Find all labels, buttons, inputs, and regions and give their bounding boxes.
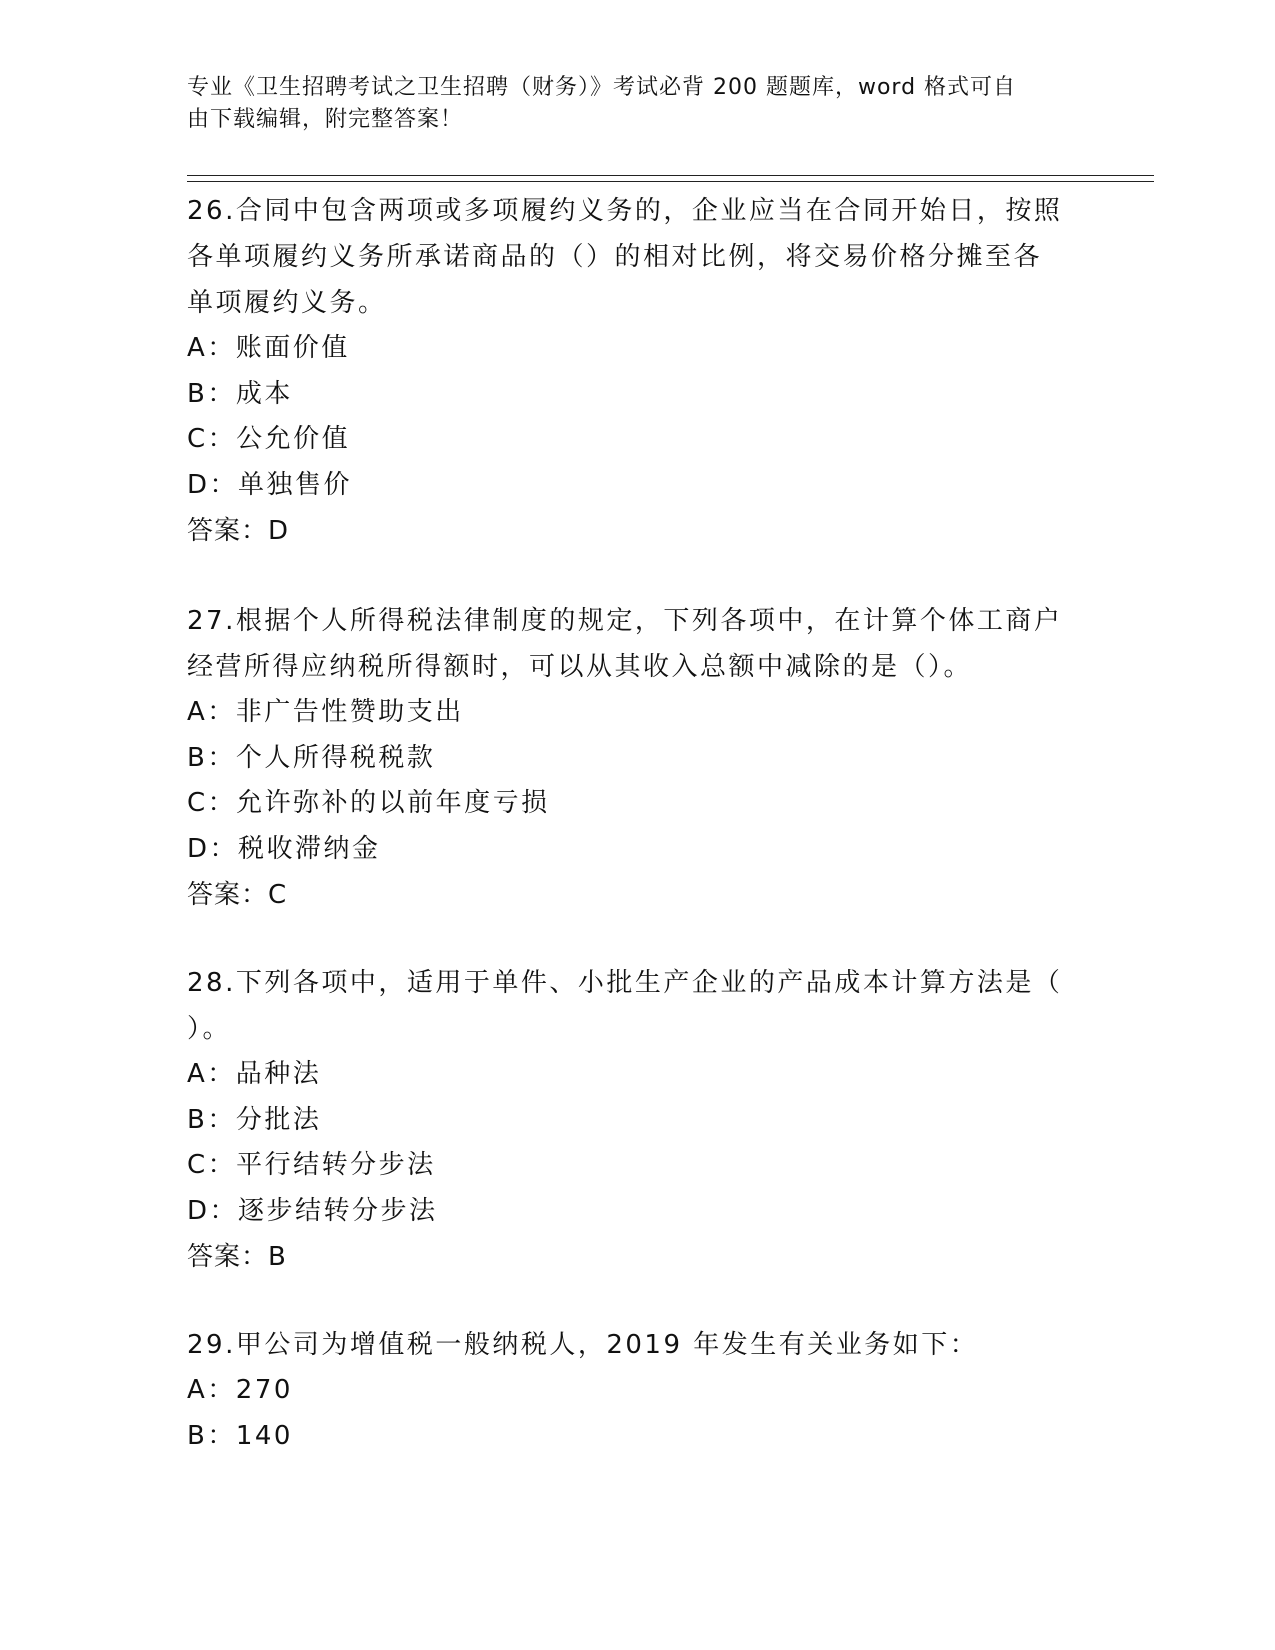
header-divider-top xyxy=(187,175,1154,176)
option-a: A：非广告性赞助支出 xyxy=(187,697,464,727)
option-d: D：单独售价 xyxy=(187,469,353,500)
option-a: A：270 xyxy=(187,1375,293,1405)
question-line: 29.甲公司为增值税一般纳税人，2019 年发生有关业务如下： xyxy=(187,1330,979,1360)
question-line: 单项履约义务。 xyxy=(187,288,387,318)
header-line-1: 专业《卫生招聘考试之卫生招聘（财务）》考试必背 200 题题库，word 格式可自 xyxy=(187,75,1017,100)
header-divider-bottom xyxy=(187,181,1154,182)
question-line: 经营所得应纳税所得额时，可以从其收入总额中减除的是（）。 xyxy=(187,652,973,682)
question-line: 各单项履约义务所承诺商品的（）的相对比例，将交易价格分摊至各 xyxy=(187,242,1043,272)
question-line: 27.根据个人所得税法律制度的规定，下列各项中，在计算个体工商户 xyxy=(187,606,1063,636)
option-b: B：个人所得税税款 xyxy=(187,742,436,773)
option-b: B：成本 xyxy=(187,378,293,409)
option-c: C：允许弥补的以前年度亏损 xyxy=(187,788,550,818)
question-29 xyxy=(187,1322,1087,1459)
option-d: D：税收滞纳金 xyxy=(187,833,381,864)
question-line: 26.合同中包含两项或多项履约义务的，企业应当在合同开始日，按照 xyxy=(187,196,1063,226)
document-header xyxy=(187,72,1067,136)
answer: 答案：B xyxy=(187,1242,287,1272)
question-28 xyxy=(187,960,1087,1280)
header-line-2: 由下载编辑，附完整答案！ xyxy=(187,107,464,132)
answer: 答案：D xyxy=(187,516,290,546)
option-d: D：逐步结转分步法 xyxy=(187,1195,438,1226)
option-c: C：平行结转分步法 xyxy=(187,1150,436,1180)
option-c: C：公允价值 xyxy=(187,424,351,454)
answer: 答案：C xyxy=(187,880,288,910)
question-26 xyxy=(187,188,1087,554)
option-b: B：分批法 xyxy=(187,1104,322,1135)
question-line: ）。 xyxy=(187,1014,232,1044)
option-a: A：账面价值 xyxy=(187,333,350,363)
question-line: 28.下列各项中，适用于单件、小批生产企业的产品成本计算方法是（ xyxy=(187,968,1063,998)
question-27 xyxy=(187,598,1087,918)
option-a: A：品种法 xyxy=(187,1059,322,1089)
option-b: B：140 xyxy=(187,1420,293,1451)
